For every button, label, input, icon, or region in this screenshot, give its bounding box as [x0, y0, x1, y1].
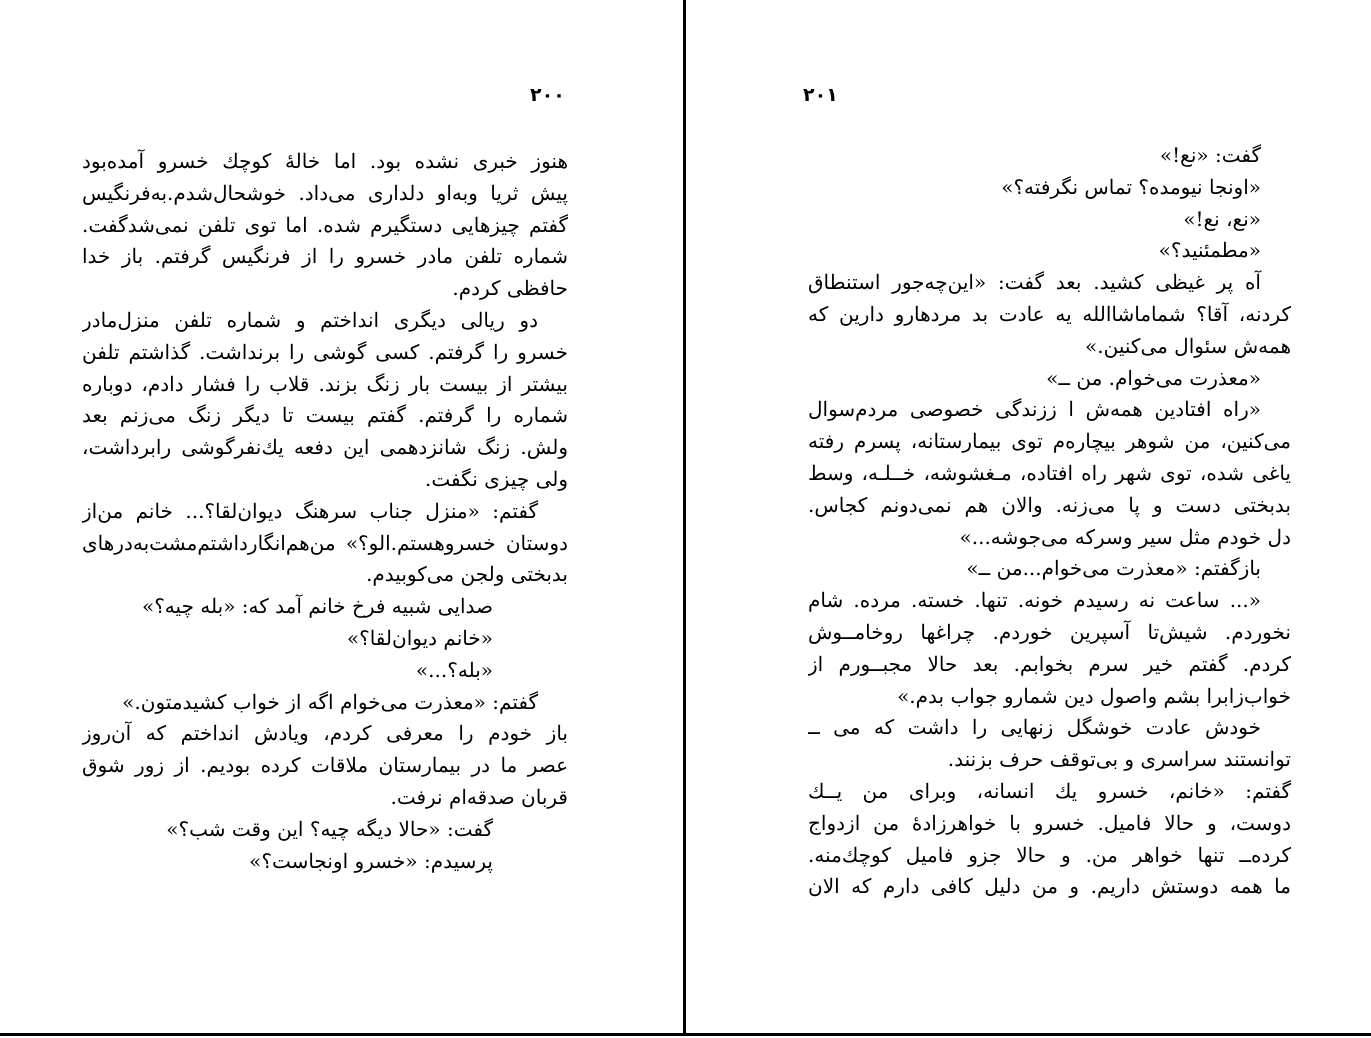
text-line: گفتم: «خانم، خسرو یك انسانه، وبرای من یــك [808, 778, 1291, 803]
text-line: «معذرت می‌خوام. من ــ» [1046, 365, 1261, 390]
text-line: شماره تلفن مادر خسرو را از فرنگیس گرفتم. باز خدا [82, 244, 568, 269]
text-line: دوستان خسروهستم.الو؟» من‌هم‌انگارداشتم‌مشت‌به‌درهای [82, 530, 568, 555]
left-page-number: ۲۰۰ [530, 84, 565, 106]
text-line: پیش ثریا وبه‌او دلداری می‌داد. خوشحال‌شدم.به‌فرنگیس [82, 180, 568, 205]
text-line: «خانم دیوان‌لقا؟» [346, 625, 493, 650]
text-line: کرده‌ــ تنها خواهر من. و حالا جزو فامیل کوچك‌منه. [808, 842, 1291, 867]
right-page-number: ۲۰۱ [803, 84, 838, 106]
text-line: ما همه دوستش داریم. و من دلیل کافی دارم که الان [808, 874, 1291, 899]
text-line: «مطمئنید؟» [1158, 238, 1261, 263]
right-page [686, 0, 1371, 1030]
text-line: باز خودم را معرفی کردم، ویادش انداختم که آن‌روز [82, 721, 568, 746]
text-line: «اونجا نیومده؟ تماس نگرفته؟» [1001, 174, 1261, 199]
text-line: دو ریالی دیگری انداختم و شماره تلفن منزل‌مادر [82, 307, 538, 332]
text-line: عصر ما در بیمارستان ملاقات کرده بودیم. از زور شوق [82, 753, 568, 778]
text-line: خواب‌زابرا بشم واصول دین شمارو جواب بدم.» [897, 683, 1291, 708]
text-line: شماره را گرفتم. گفتم بیست تا دیگر زنگ می‌زنم بعد [82, 403, 568, 428]
text-line: بدبختی دست و پا می‌زنه. والان هم نمی‌دونم کجاس. [808, 492, 1291, 517]
text-line: صدایی شبیه فرخ خانم آمد که: «بله چیه؟» [141, 594, 493, 619]
text-line: «نع، نع!» [1183, 206, 1261, 231]
text-line: هنوز خبری نشده بود. اما خالهٔ کوچك خسرو آمده‌بود [82, 149, 568, 173]
text-line: ولی چیزی نگفت. [425, 466, 568, 491]
text-line: «... ساعت نه رسیدم خونه. تنها. خسته. مرده. شام [808, 588, 1261, 613]
left-page [0, 0, 683, 1030]
text-line: خسرو را گرفتم. کسی گوشی را برنداشت. گذاشتم تلفن [82, 339, 568, 364]
text-line: گفت: «نع!» [1159, 143, 1261, 167]
text-line: گفت: «حالا دیگه چیه؟ این وقت شب؟» [166, 816, 493, 841]
text-line: دوست، و حالا فامیل. خسرو با خواهرزادهٔ من ازدواج [808, 810, 1291, 835]
text-line: می‌کنین، من شوهر بیچاره‌م توی بیمارستانه، پسرم رفته [808, 429, 1291, 454]
right-page-text [808, 140, 1291, 903]
text-line: بازگفتم: «معذرت می‌خوام...من ــ» [966, 556, 1261, 581]
left-page-text [82, 146, 568, 877]
text-line: گفتم چیزهایی دستگیرم شده. اما توی تلفن نمی‌شدگفت. [82, 212, 568, 237]
text-line: «بله؟...» [415, 657, 493, 682]
text-line: بدبختی ولجن می‌کوبیدم. [366, 562, 568, 587]
bottom-border-line [0, 1033, 1371, 1036]
text-line: گفتم: «معذرت می‌خوام اگه از خواب کشیدمتون.» [122, 689, 538, 714]
text-line: پرسیدم: «خسرو اونجاست؟» [249, 848, 493, 873]
text-line: نخوردم. شیش‌تا آسپرین خوردم. چراغها روخامــوش [808, 619, 1291, 644]
text-line: همه‌ش سئوال می‌کنین.» [1085, 333, 1291, 358]
text-line: کردنه، آقا؟ شماماشاالله یه عادت بد مردهارو دارین که [808, 301, 1291, 326]
text-line: بیشتر از بیست بار زنگ بزند. قلاب را فشار دادم، دوباره [82, 371, 568, 396]
text-line: توانستند سراسری و بی‌توقف حرف بزنند. [947, 747, 1291, 772]
text-line: حافظی کردم. [452, 276, 568, 301]
text-line: «راه افتادین همه‌ش ا ززندگی خصوصی مردم‌سوال [808, 397, 1261, 422]
text-line: کردم. گفتم خیر سرم بخوابم. بعد حالا مجبــورم از [808, 651, 1291, 676]
text-line: یاغی شده، توی شهر راه افتاده، مـغشوشه، خــلـه، وسط [808, 460, 1291, 485]
text-line: ولش. زنگ شانزدهمی این دفعه یك‌نفرگوشی رابرداشت، [82, 435, 568, 460]
text-line: خودش عادت خوشگل زنهایی را داشت که می ــ [808, 715, 1261, 740]
text-line: آه پر غیظی کشید. بعد گفت: «این‌چه‌جور استنطاق [808, 270, 1261, 295]
text-line: دل خودم مثل سیر وسرکه می‌جوشه...» [959, 524, 1291, 549]
text-line: قربان صدقه‌ام نرفت. [390, 784, 568, 809]
text-line: گفتم: «منزل جناب سرهنگ دیوان‌لقا؟... خانم من‌از [82, 498, 538, 523]
